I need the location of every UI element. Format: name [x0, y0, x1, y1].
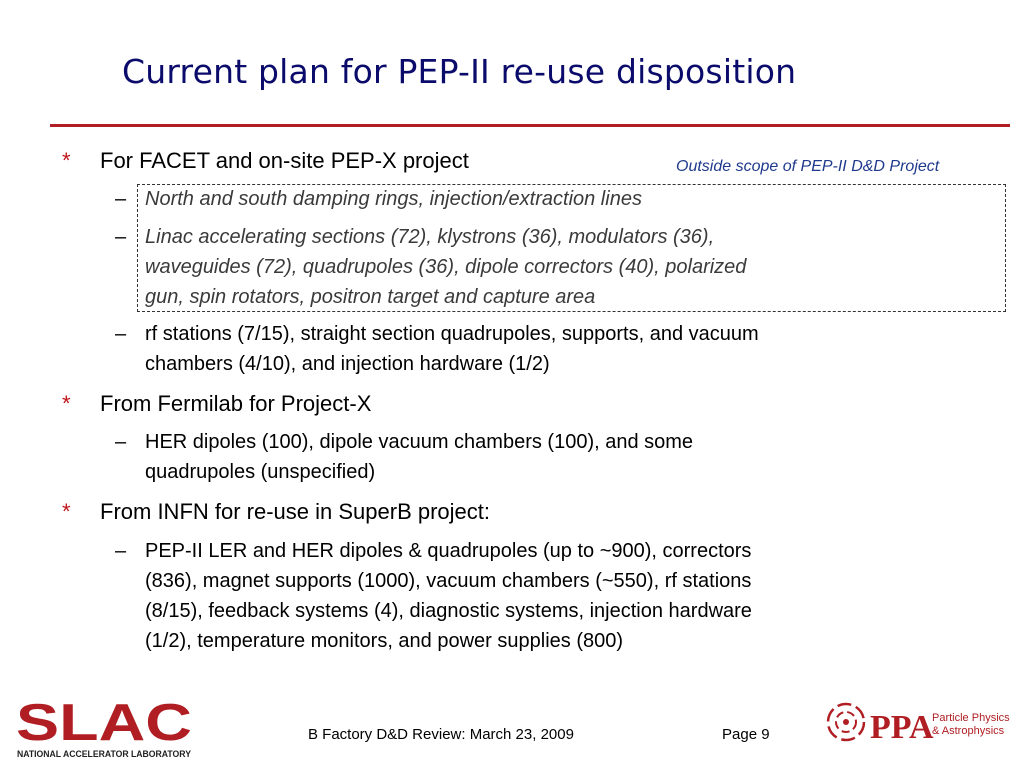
sub-line: (1/2), temperature monitors, and power supplies (800): [145, 630, 624, 652]
bullet-text: From INFN for re-use in SuperB project:: [100, 499, 491, 524]
sub-marker: –: [115, 188, 127, 210]
ppa-logo: [822, 688, 1010, 752]
sub-line: North and south damping rings, injection/extraction lines: [145, 188, 642, 210]
sub-line: HER dipoles (100), dipole vacuum chambers (100), and some: [145, 431, 694, 453]
sub-line: Linac accelerating sections (72), klystrons (36), modulators (36),: [145, 226, 715, 248]
slac-logo-subtitle: NATIONAL ACCELERATOR LABORATORY: [17, 749, 192, 760]
footer-title: B Factory D&D Review: March 23, 2009: [308, 726, 574, 743]
sub-marker: –: [115, 323, 127, 345]
sub-line: quadrupoles (unspecified): [145, 461, 376, 483]
sub-line: (8/15), feedback systems (4), diagnostic systems, injection hardware: [145, 600, 752, 622]
sub-line: chambers (4/10), and injection hardware (1/2): [145, 353, 550, 375]
bullet-text: For FACET and on-site PEP-X project: [100, 148, 469, 173]
bullet-marker: *: [62, 391, 71, 416]
slac-logo-wordmark: SLAC: [16, 694, 192, 752]
bullet-marker: *: [62, 499, 71, 524]
sub-line: PEP-II LER and HER dipoles & quadrupoles (up to ~900), correctors: [145, 540, 752, 562]
title-divider: [50, 124, 1010, 127]
slide-title: Current plan for PEP-II re-use disposition: [122, 52, 797, 91]
ppa-logo-line1: Particle Physics: [932, 712, 1010, 724]
ppa-logo-line2: & Astrophysics: [932, 725, 1005, 737]
page-number: Page 9: [722, 726, 770, 743]
sub-line: gun, spin rotators, positron target and capture area: [145, 286, 596, 308]
sub-line: (836), magnet supports (1000), vacuum chambers (~550), rf stations: [145, 570, 752, 592]
sub-marker: –: [115, 226, 127, 248]
sub-line: rf stations (7/15), straight section quadrupoles, supports, and vacuum: [145, 323, 759, 345]
sub-marker: –: [115, 540, 127, 562]
sub-line: waveguides (72), quadrupoles (36), dipole correctors (40), polarized: [145, 256, 747, 278]
bullet-text: From Fermilab for Project-X: [100, 391, 372, 416]
ppa-logo-wordmark: PPA: [870, 709, 934, 746]
sub-marker: –: [115, 431, 127, 453]
slac-logo: [16, 696, 194, 760]
bullet-marker: *: [62, 148, 71, 173]
ppa-swirl-icon: [828, 704, 864, 740]
scope-note: Outside scope of PEP-II D&D Project: [676, 158, 940, 175]
